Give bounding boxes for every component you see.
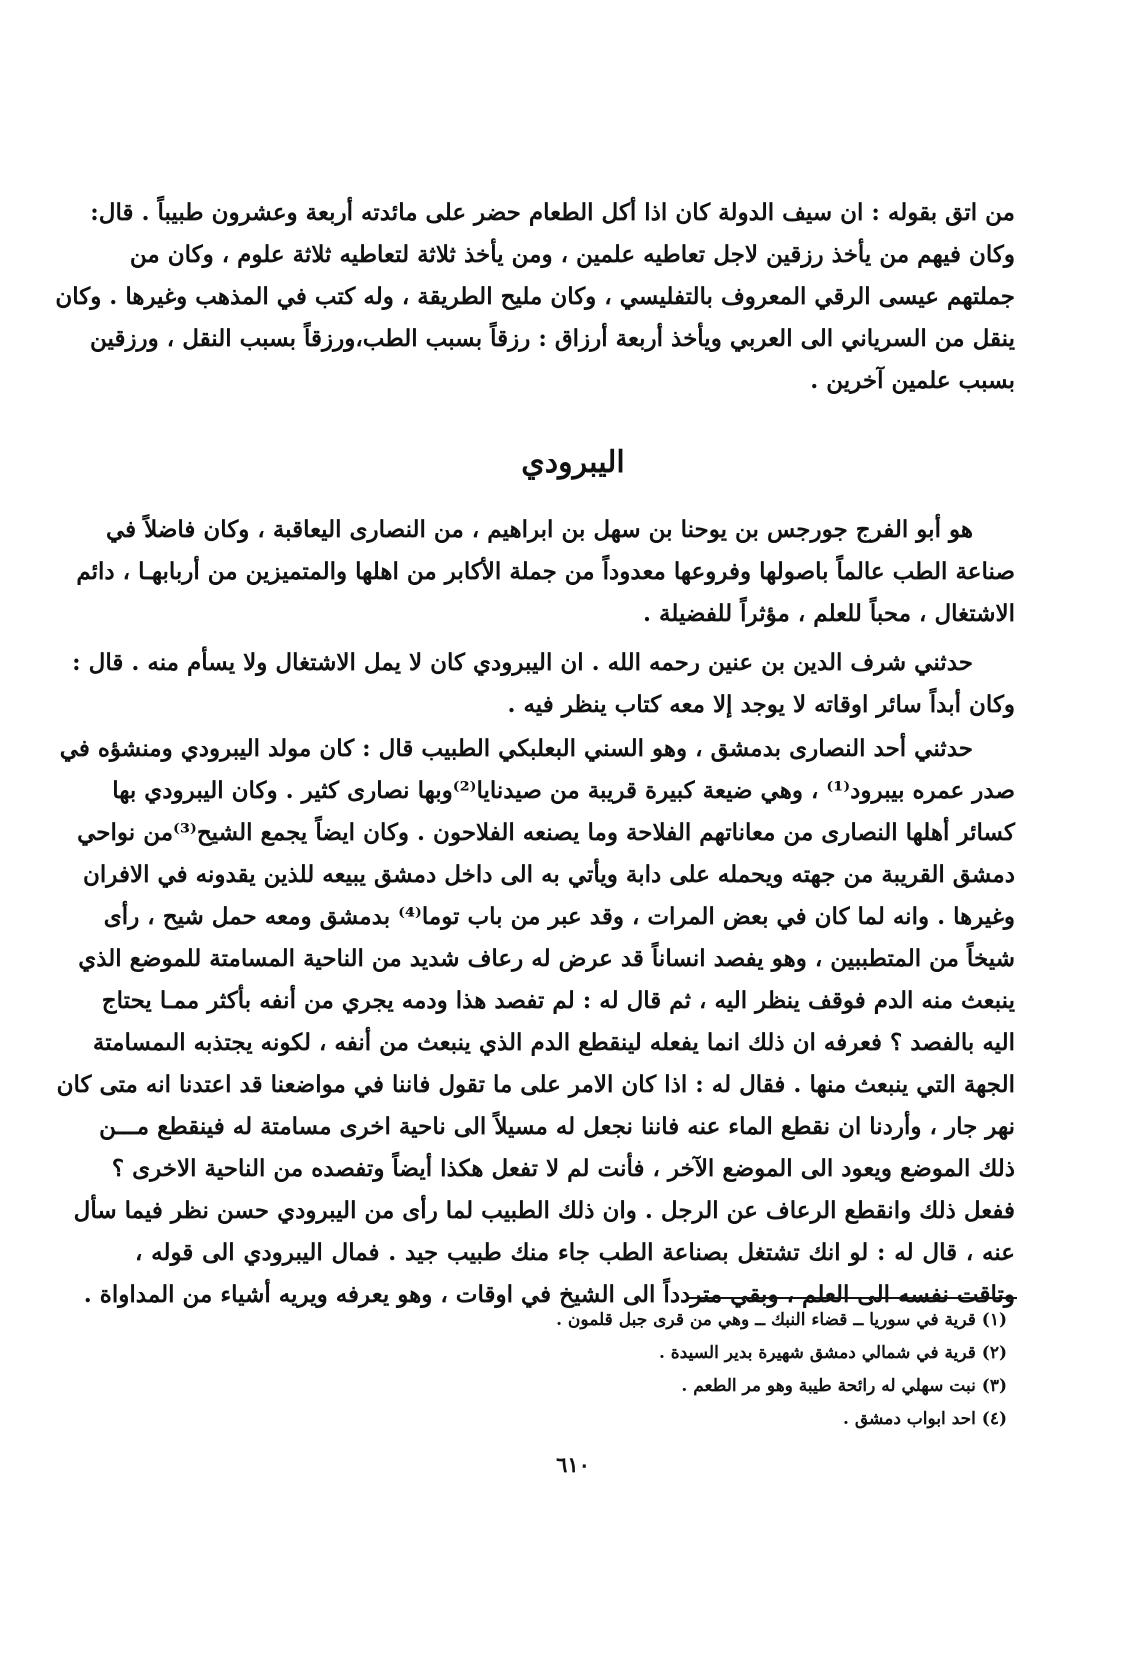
text-line: عنه ، قال له : لو انك تشتغل بصناعة الطب جاء منك طبيب جيد . فمال اليبرودي الى قوله ، xyxy=(135,1239,1015,1266)
text-line: كسائر أهلها النصارى من معاناتهم الفلاحة وما يصنعه الفلاحون . وكان ايضاً يجمع الشيح⁽³⁾من نواحي xyxy=(77,819,1015,846)
text-line: جملتهم عيسى الرقي المعروف بالتفليسي ، وكان مليح الطريقة ، وله كتب في المذهب وغيرها . وكان xyxy=(55,283,1015,310)
text-line: وغيرها . وانه لما كان في بعض المرات ، وقد عبر من باب توما⁽⁴⁾ بدمشق ومعه حمل شيح ، رأى xyxy=(103,903,1015,930)
text-line: هو أبو الفرج جورجس بن يوحنا بن سهل بن ابراهيم ، من النصارى اليعاقبة ، وكان فاضلاً في xyxy=(105,516,973,543)
text-line: من اتق بقوله : ان سيف الدولة كان اذا أكل الطعام حضر على مائدته أربعة وعشرون طبيباً . قال: xyxy=(90,199,1015,226)
anecdote-paragraph xyxy=(72,642,1015,726)
text-line: حدثني أحد النصارى بدمشق ، وهو السني البعلبكي الطبيب قال : كان مولد اليبرودي ومنشؤه في xyxy=(59,735,973,762)
text-line: ينبعث منه الدم فوقف ينظر اليه ، ثم قال له : لم تفصد هذا ودمه يجري من أنفه بأكثر ممـا يحتاج xyxy=(101,987,1015,1014)
text-line: وكان أبداً سائر اوقاته لا يوجد إلا معه كتاب ينظر فيه . xyxy=(507,691,1015,718)
text-line: الجهة التي ينبعث منها . فقال له : اذا كان الامر على ما تقول فاننا في مواضعنا قد اعتدنا انه متى كان xyxy=(56,1071,1015,1098)
footnote-divider xyxy=(687,1297,1017,1299)
text-line: وتاقت نفسه الى العلم ، وبقي متردداً الى الشيخ في اوقات ، وهو يعرفه ويريه أشياء من المداواة . xyxy=(83,1281,1015,1308)
text-line: شيخاً من المتطببين ، وهو يفصد انساناً قد عرض له رعاف شديد من الناحية المسامتة للموضع الذي xyxy=(78,945,1015,972)
footnote-item: (٤) احد ابواب دمشق . xyxy=(843,1409,1007,1429)
page-number: ٦١٠ xyxy=(556,1452,590,1477)
biography-paragraph xyxy=(76,509,1015,635)
intro-paragraph xyxy=(55,192,1015,402)
text-line: ذلك الموضع ويعود الى الموضع الآخر ، فأنت لم لا تفعل هكذا أيضاً وتفصده من الناحية الاخرى ؟ xyxy=(111,1155,1015,1182)
footnote-item: (١) قرية في سوريا ــ قضاء النبك ــ وهي من قرى جبل قلمون . xyxy=(556,1310,1007,1330)
text-line: وكان فيهم من يأخذ رزقين لاجل تعاطيه علمين ، ومن يأخذ ثلاثة لتعاطيه ثلاثة علوم ، وكان من xyxy=(129,241,1015,268)
footnote-item: (٢) قرية في شمالي دمشق شهيرة بدير السيدة . xyxy=(658,1343,1007,1363)
text-line: ينقل من السرياني الى العربي ويأخذ أربعة أرزاق : رزقاً بسبب الطب،ورزقاً بسبب النقل ، ورزقين xyxy=(90,325,1015,352)
text-line: دمشق القريبة من جهته ويحمله على دابة ويأتي به الى داخل دمشق يبيعه للذين يقدونه في الافران xyxy=(83,861,1015,888)
footnotes xyxy=(135,1304,1007,1436)
footnote-item: (٣) نبت سهلي له رائحة طيبة وهو مر الطعم . xyxy=(681,1376,1007,1396)
text-line: اليه بالفصد ؟ فعرفه ان ذلك انما يفعله لينقطع الدم الذي ينبعث من أنفه ، لكونه يجتذبه الىمسامتة xyxy=(92,1029,1015,1056)
text-line: نهر جار ، وأردنا ان نقطع الماء عنه فاننا نجعل له مسيلاً الى ناحية اخرى مسامتة له فينقطع مـــن xyxy=(99,1113,1015,1140)
text-line: صناعة الطب عالماً باصولها وفروعها معدوداً من جملة الأكابر من اهلها والمتميزين من أربابهـا ، دائم xyxy=(76,558,1015,585)
story-paragraph xyxy=(56,728,1015,1316)
text-line: صدر عمره بيبرود⁽¹⁾ ، وهي ضيعة كبيرة قريبة من صيدنايا⁽²⁾وبها نصارى كثير . وكان اليبرودي بها xyxy=(112,777,1015,804)
section-title: اليبرودي xyxy=(521,445,625,480)
text-line: بسبب علمين آخرين . xyxy=(810,367,1015,394)
text-line: الاشتغال ، محباً للعلم ، مؤثراً للفضيلة . xyxy=(643,600,1015,627)
text-line: حدثني شرف الدين بن عنين رحمه الله . ان اليبرودي كان لا يمل الاشتغال ولا يسأم منه . قال : xyxy=(72,649,973,676)
text-line: ففعل ذلك وانقطع الرعاف عن الرجل . وان ذلك الطبيب لما رأى من اليبرودي حسن نظر فيما سأل xyxy=(73,1197,1015,1224)
